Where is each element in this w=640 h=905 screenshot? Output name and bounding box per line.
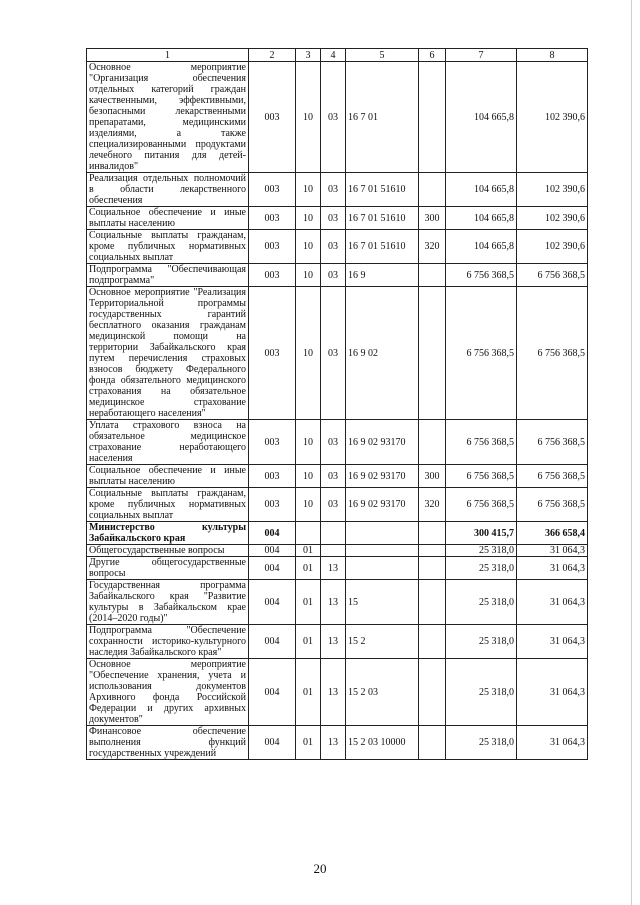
section-code: 01 xyxy=(296,659,321,726)
header-cell: 8 xyxy=(517,49,588,62)
amount-year-1: 104 665,8 xyxy=(446,62,517,173)
target-article-code xyxy=(346,522,419,545)
ministry-code: 004 xyxy=(249,580,296,625)
table-row xyxy=(87,557,588,580)
target-article-code: 15 xyxy=(346,580,419,625)
target-article-code: 16 9 02 xyxy=(346,287,419,420)
target-article-code: 15 2 03 xyxy=(346,659,419,726)
ministry-code: 003 xyxy=(249,173,296,207)
subsection-code: 13 xyxy=(321,557,346,580)
target-article-code: 15 2 xyxy=(346,625,419,659)
table-row xyxy=(87,465,588,488)
table-row xyxy=(87,173,588,207)
section-code: 10 xyxy=(296,420,321,465)
amount-year-1: 25 318,0 xyxy=(446,726,517,760)
target-article-code: 16 7 01 51610 xyxy=(346,207,419,230)
amount-year-2: 366 658,4 xyxy=(517,522,588,545)
table-row xyxy=(87,264,588,287)
header-cell: 6 xyxy=(419,49,446,62)
expense-type-code xyxy=(419,287,446,420)
header-cell: 3 xyxy=(296,49,321,62)
amount-year-1: 104 665,8 xyxy=(446,207,517,230)
section-code xyxy=(296,522,321,545)
amount-year-2: 31 064,3 xyxy=(517,557,588,580)
table-row xyxy=(87,659,588,726)
amount-year-2: 31 064,3 xyxy=(517,580,588,625)
expense-type-code xyxy=(419,522,446,545)
section-code: 10 xyxy=(296,173,321,207)
section-code: 01 xyxy=(296,625,321,659)
subsection-code xyxy=(321,545,346,557)
row-name: Финансовое обеспечение выполнения функций государственных учреждений xyxy=(87,726,249,760)
section-code: 10 xyxy=(296,207,321,230)
ministry-code: 003 xyxy=(249,230,296,264)
subsection-code: 13 xyxy=(321,659,346,726)
expense-type-code: 320 xyxy=(419,488,446,522)
amount-year-2: 102 390,6 xyxy=(517,230,588,264)
amount-year-2: 102 390,6 xyxy=(517,207,588,230)
table-row xyxy=(87,287,588,420)
target-article-code: 16 9 02 93170 xyxy=(346,420,419,465)
row-name: Основное мероприятие "Реализация Территориальной программы государственных гарантий бесплатного оказания гражданам медицинской помощи на территории Забайкальского края путем перечисления страховых взносов бюджету Федерального фонда обязательного медицинского страхования на обязательное медицинское страхование неработающего населения" xyxy=(87,287,249,420)
amount-year-1: 6 756 368,5 xyxy=(446,287,517,420)
ministry-code: 004 xyxy=(249,557,296,580)
table-body xyxy=(87,62,588,760)
table-row xyxy=(87,420,588,465)
amount-year-2: 31 064,3 xyxy=(517,726,588,760)
amount-year-2: 102 390,6 xyxy=(517,173,588,207)
expense-type-code xyxy=(419,625,446,659)
row-name: Другие общегосударственные вопросы xyxy=(87,557,249,580)
ministry-code: 003 xyxy=(249,488,296,522)
amount-year-2: 6 756 368,5 xyxy=(517,287,588,420)
amount-year-2: 6 756 368,5 xyxy=(517,420,588,465)
row-name: Основное мероприятие "Обеспечение хранения, учета и использования документов Архивного фонда Российской Федерации и других архивных документов" xyxy=(87,659,249,726)
expense-type-code xyxy=(419,420,446,465)
section-code: 10 xyxy=(296,230,321,264)
row-name: Социальное обеспечение и иные выплаты населению xyxy=(87,207,249,230)
ministry-code: 004 xyxy=(249,545,296,557)
table-row xyxy=(87,726,588,760)
ministry-code: 004 xyxy=(249,659,296,726)
ministry-code: 003 xyxy=(249,62,296,173)
expense-type-code xyxy=(419,726,446,760)
subsection-code: 03 xyxy=(321,62,346,173)
section-code: 01 xyxy=(296,545,321,557)
amount-year-1: 6 756 368,5 xyxy=(446,465,517,488)
amount-year-1: 104 665,8 xyxy=(446,230,517,264)
amount-year-1: 6 756 368,5 xyxy=(446,488,517,522)
header-cell: 4 xyxy=(321,49,346,62)
expense-type-code xyxy=(419,62,446,173)
table-row xyxy=(87,207,588,230)
subsection-code: 03 xyxy=(321,230,346,264)
row-name: Министерство культуры Забайкальского края xyxy=(87,522,249,545)
row-name: Подпрограмма "Обеспечение сохранности историко-культурного наследия Забайкальского края" xyxy=(87,625,249,659)
section-code: 01 xyxy=(296,557,321,580)
subsection-code: 03 xyxy=(321,488,346,522)
amount-year-1: 6 756 368,5 xyxy=(446,264,517,287)
page-right-edge xyxy=(631,0,632,905)
row-name: Общегосударственные вопросы xyxy=(87,545,249,557)
ministry-code: 004 xyxy=(249,522,296,545)
row-name: Уплата страхового взноса на обязательное медицинское страхование неработающего населения xyxy=(87,420,249,465)
amount-year-2: 102 390,6 xyxy=(517,62,588,173)
amount-year-1: 300 415,7 xyxy=(446,522,517,545)
subsection-code: 13 xyxy=(321,580,346,625)
expense-type-code: 300 xyxy=(419,465,446,488)
section-code: 10 xyxy=(296,287,321,420)
expense-type-code xyxy=(419,545,446,557)
expense-type-code: 300 xyxy=(419,207,446,230)
section-code: 10 xyxy=(296,62,321,173)
target-article-code: 16 9 02 93170 xyxy=(346,488,419,522)
row-name: Социальное обеспечение и иные выплаты населению xyxy=(87,465,249,488)
row-name: Подпрограмма "Обеспечивающая подпрограмма" xyxy=(87,264,249,287)
table-row xyxy=(87,230,588,264)
amount-year-2: 31 064,3 xyxy=(517,659,588,726)
budget-table xyxy=(86,48,588,760)
expense-type-code: 320 xyxy=(419,230,446,264)
target-article-code xyxy=(346,557,419,580)
amount-year-1: 25 318,0 xyxy=(446,545,517,557)
row-name: Основное мероприятие "Организация обеспечения отдельных категорий граждан качественными, эффективными, безопасными лекарственными препаратами, медицинскими изделиями, а также специализированными продуктами лечебного питания для детей-инвалидов" xyxy=(87,62,249,173)
expense-type-code xyxy=(419,580,446,625)
amount-year-1: 25 318,0 xyxy=(446,557,517,580)
target-article-code: 16 7 01 51610 xyxy=(346,230,419,264)
target-article-code: 16 7 01 xyxy=(346,62,419,173)
section-code: 01 xyxy=(296,726,321,760)
section-code: 10 xyxy=(296,488,321,522)
ministry-code: 004 xyxy=(249,726,296,760)
amount-year-1: 25 318,0 xyxy=(446,625,517,659)
row-name: Реализация отдельных полномочий в области лекарственного обеспечения xyxy=(87,173,249,207)
subsection-code: 03 xyxy=(321,465,346,488)
subsection-code: 13 xyxy=(321,625,346,659)
table-row xyxy=(87,522,588,545)
ministry-code: 004 xyxy=(249,625,296,659)
table-row xyxy=(87,545,588,557)
amount-year-1: 25 318,0 xyxy=(446,659,517,726)
subsection-code: 03 xyxy=(321,173,346,207)
amount-year-2: 31 064,3 xyxy=(517,625,588,659)
header-cell: 5 xyxy=(346,49,419,62)
section-code: 10 xyxy=(296,264,321,287)
row-name: Государственная программа Забайкальского края "Развитие культуры в Забайкальском крае (2014–2020 годы)" xyxy=(87,580,249,625)
amount-year-2: 31 064,3 xyxy=(517,545,588,557)
amount-year-2: 6 756 368,5 xyxy=(517,465,588,488)
target-article-code: 16 9 xyxy=(346,264,419,287)
expense-type-code xyxy=(419,659,446,726)
amount-year-1: 25 318,0 xyxy=(446,580,517,625)
amount-year-2: 6 756 368,5 xyxy=(517,488,588,522)
amount-year-1: 104 665,8 xyxy=(446,173,517,207)
header-row xyxy=(87,49,588,62)
target-article-code: 15 2 03 10000 xyxy=(346,726,419,760)
header-cell: 7 xyxy=(446,49,517,62)
subsection-code: 03 xyxy=(321,420,346,465)
target-article-code xyxy=(346,545,419,557)
expense-type-code xyxy=(419,264,446,287)
page-number: 20 xyxy=(313,861,327,876)
target-article-code: 16 7 01 51610 xyxy=(346,173,419,207)
subsection-code: 13 xyxy=(321,726,346,760)
amount-year-1: 6 756 368,5 xyxy=(446,420,517,465)
ministry-code: 003 xyxy=(249,465,296,488)
section-code: 01 xyxy=(296,580,321,625)
ministry-code: 003 xyxy=(249,287,296,420)
header-cell: 1 xyxy=(87,49,249,62)
section-code: 10 xyxy=(296,465,321,488)
subsection-code: 03 xyxy=(321,264,346,287)
table-row xyxy=(87,488,588,522)
ministry-code: 003 xyxy=(249,420,296,465)
target-article-code: 16 9 02 93170 xyxy=(346,465,419,488)
table-row xyxy=(87,62,588,173)
subsection-code xyxy=(321,522,346,545)
table-row xyxy=(87,625,588,659)
amount-year-2: 6 756 368,5 xyxy=(517,264,588,287)
ministry-code: 003 xyxy=(249,264,296,287)
expense-type-code xyxy=(419,173,446,207)
subsection-code: 03 xyxy=(321,207,346,230)
ministry-code: 003 xyxy=(249,207,296,230)
subsection-code: 03 xyxy=(321,287,346,420)
expense-type-code xyxy=(419,557,446,580)
table-row xyxy=(87,580,588,625)
row-name: Социальные выплаты гражданам, кроме публичных нормативных социальных выплат xyxy=(87,230,249,264)
header-cell: 2 xyxy=(249,49,296,62)
row-name: Социальные выплаты гражданам, кроме публичных нормативных социальных выплат xyxy=(87,488,249,522)
